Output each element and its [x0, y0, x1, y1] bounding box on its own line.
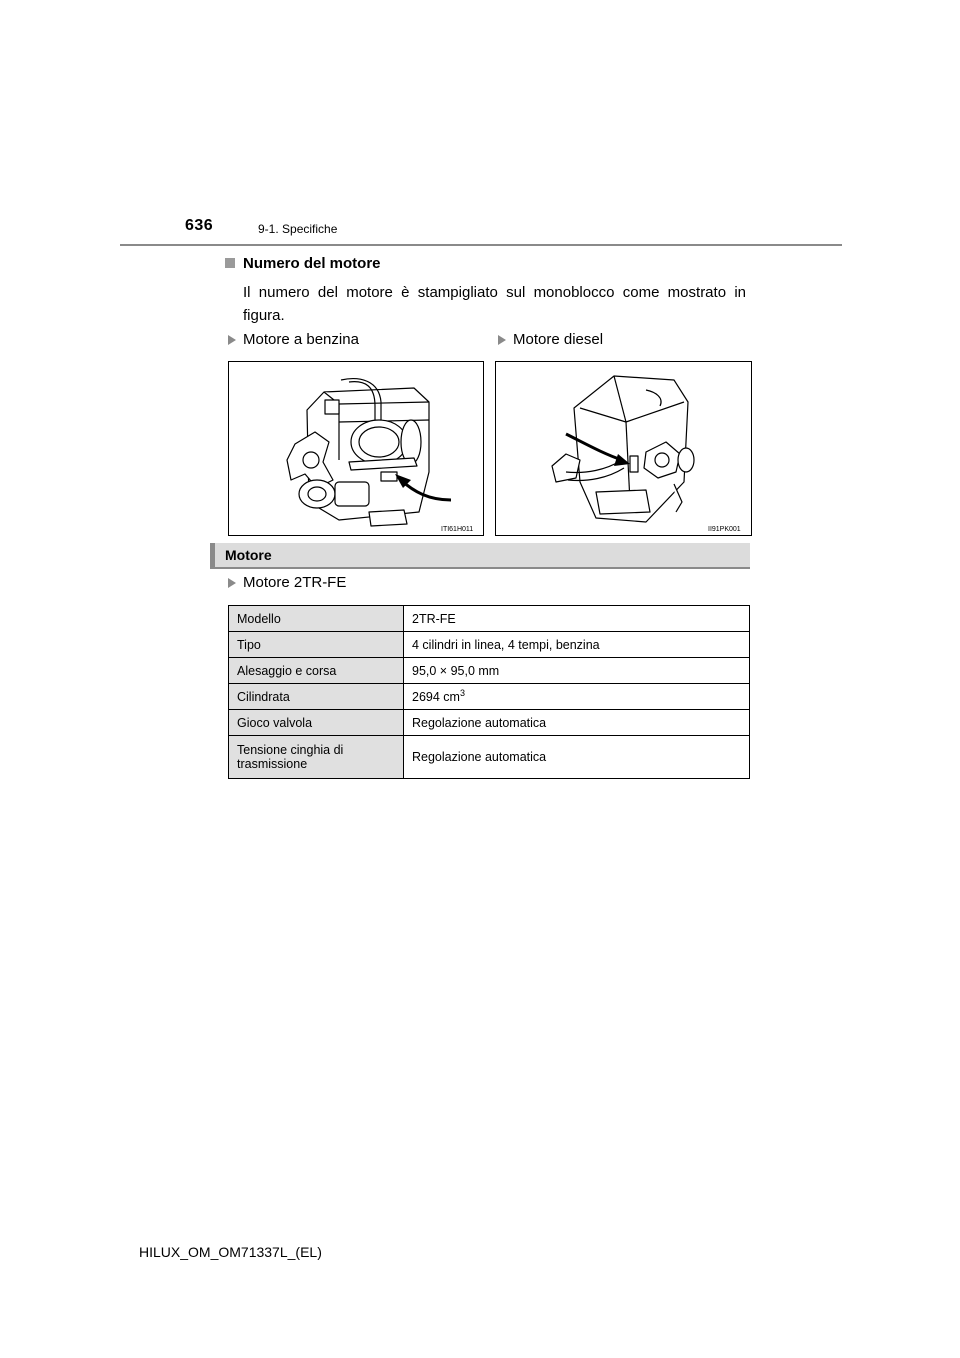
spec-label: Tensione cinghia di trasmissione	[229, 736, 404, 779]
engine-variant-caption: Motore 2TR-FE	[243, 574, 347, 591]
document-code: HILUX_OM_OM71337L_(EL)	[139, 1244, 322, 1260]
spec-value-superscript: 3	[459, 688, 465, 699]
engine-number-paragraph: Il numero del motore è stampigliato sul monoblocco come mostrato in figura.	[243, 284, 746, 324]
spec-label: Cilindrata	[229, 684, 404, 710]
spec-value: 4 cilindri in linea, 4 tempi, benzina	[404, 632, 750, 658]
diesel-engine-illustration	[496, 362, 751, 535]
spec-value: Regolazione automatica	[404, 710, 750, 736]
square-bullet-icon	[225, 258, 235, 268]
spec-value: Regolazione automatica	[404, 736, 750, 779]
spec-value-text: 2694 cm	[412, 690, 460, 705]
spec-value: 2TR-FE	[404, 606, 750, 632]
page-number: 636	[185, 217, 214, 234]
spec-value	[404, 684, 750, 710]
section-title: Motore	[225, 547, 272, 563]
figure-caption-diesel: Motore diesel	[513, 331, 604, 348]
spec-label: Gioco valvola	[229, 710, 404, 736]
spec-label: Alesaggio e corsa	[229, 658, 404, 684]
engine-spec-table	[228, 605, 750, 779]
table-row	[229, 684, 750, 710]
petrol-engine-figure	[228, 361, 484, 536]
header-divider	[120, 244, 842, 246]
spec-value: 95,0 × 95,0 mm	[404, 658, 750, 684]
section-heading-bar	[210, 543, 750, 569]
petrol-engine-illustration	[229, 362, 483, 535]
figure-code: II91PK001	[708, 526, 741, 533]
subsection-title: Numero del motore	[243, 255, 381, 272]
triangle-bullet-icon	[498, 335, 506, 345]
spec-label: Tipo	[229, 632, 404, 658]
diesel-engine-figure	[495, 361, 752, 536]
section-header: 9-1. Specifiche	[258, 222, 338, 236]
table-row	[229, 658, 750, 684]
table-row	[229, 632, 750, 658]
table-row	[229, 606, 750, 632]
section-heading-accent	[210, 543, 215, 569]
table-row	[229, 736, 750, 779]
figure-caption-petrol: Motore a benzina	[243, 331, 359, 348]
figure-code: ITI61H011	[441, 526, 474, 533]
triangle-bullet-icon	[228, 578, 236, 588]
spec-label: Modello	[229, 606, 404, 632]
triangle-bullet-icon	[228, 335, 236, 345]
table-row	[229, 710, 750, 736]
